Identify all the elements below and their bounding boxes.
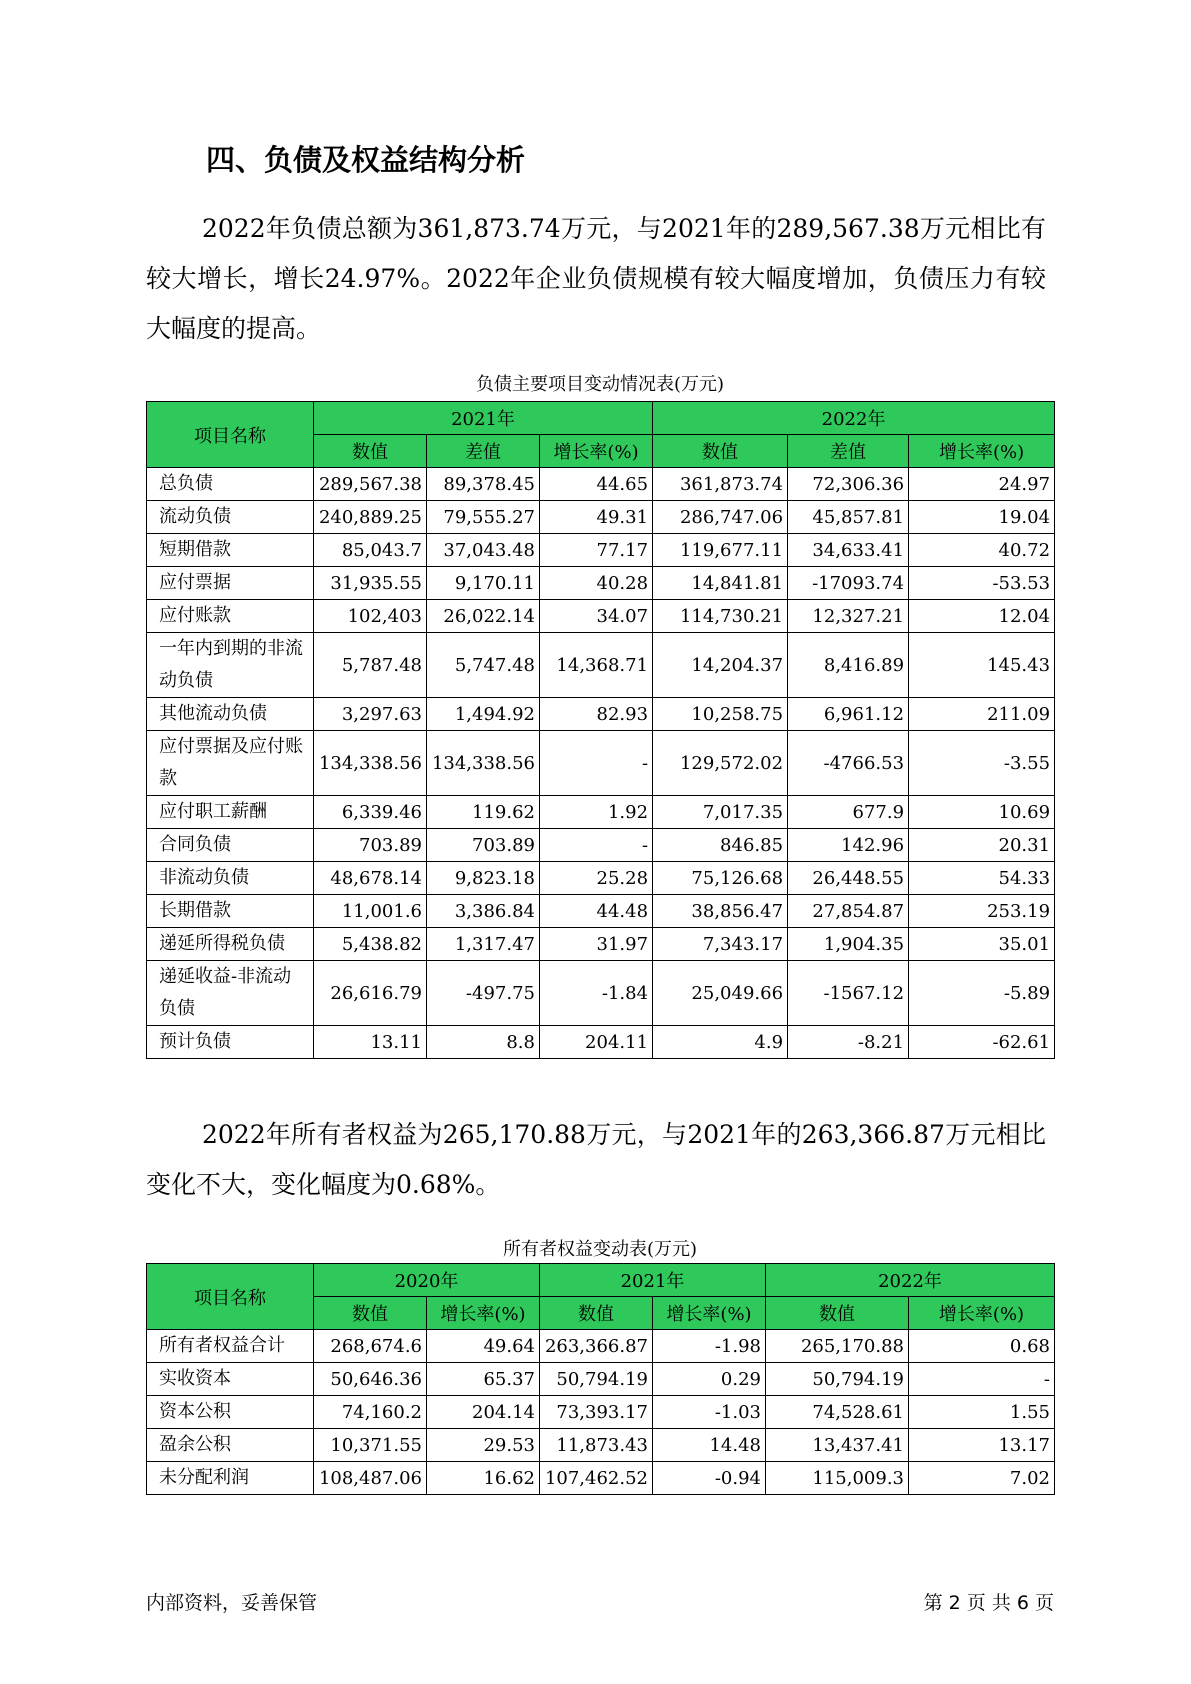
row-label: 盈余公积 (147, 1429, 314, 1462)
data-cell: 6,961.12 (788, 698, 909, 731)
row-label: 短期借款 (147, 534, 314, 567)
table-row (147, 731, 1055, 796)
data-cell: 3,297.63 (314, 698, 427, 731)
data-cell: 107,462.52 (540, 1462, 653, 1495)
data-cell: 289,567.38 (314, 468, 427, 501)
table-row (147, 501, 1055, 534)
data-cell: 25.28 (540, 862, 653, 895)
header-item-name: 项目名称 (147, 402, 314, 468)
equity-table-caption: 所有者权益变动表(万元) (502, 1239, 698, 1260)
data-cell: 14.48 (653, 1429, 766, 1462)
data-cell: 204.11 (540, 1026, 653, 1059)
header-value: 数值 (766, 1297, 909, 1330)
data-cell: 85,043.7 (314, 534, 427, 567)
header-year-2022: 2022年 (653, 402, 1055, 435)
header-year-2020: 2020年 (314, 1264, 540, 1297)
row-label: 长期借款 (147, 895, 314, 928)
table-row (147, 928, 1055, 961)
data-cell: 25,049.66 (653, 961, 788, 1026)
table-row (147, 698, 1055, 731)
row-label: 资本公积 (147, 1396, 314, 1429)
data-cell: 24.97 (909, 468, 1055, 501)
data-cell: 263,366.87 (540, 1330, 653, 1363)
data-cell: 45,857.81 (788, 501, 909, 534)
data-cell: 4.9 (653, 1026, 788, 1059)
data-cell: 44.65 (540, 468, 653, 501)
data-cell: 1,904.35 (788, 928, 909, 961)
section-heading: 四、负债及权益结构分析 (206, 143, 526, 177)
data-cell: 13.11 (314, 1026, 427, 1059)
data-cell: 134,338.56 (427, 731, 540, 796)
data-cell: 119.62 (427, 796, 540, 829)
data-cell: 72,306.36 (788, 468, 909, 501)
data-cell: 74,160.2 (314, 1396, 427, 1429)
row-label: 流动负债 (147, 501, 314, 534)
row-label: 应付职工薪酬 (147, 796, 314, 829)
data-cell: 9,170.11 (427, 567, 540, 600)
data-cell: 114,730.21 (653, 600, 788, 633)
data-cell: 1,494.92 (427, 698, 540, 731)
header-rate: 增长率(%) (909, 435, 1055, 468)
data-cell: 16.62 (427, 1462, 540, 1495)
liability-table (146, 401, 1055, 1059)
header-year-2022: 2022年 (766, 1264, 1055, 1297)
data-cell: 145.43 (909, 633, 1055, 698)
data-cell: 11,873.43 (540, 1429, 653, 1462)
header-year-2021: 2021年 (314, 402, 653, 435)
footer-page-number: 第 2 页 共 6 页 (923, 1592, 1054, 1614)
header-value: 数值 (314, 1297, 427, 1330)
data-cell: 204.14 (427, 1396, 540, 1429)
table-row (147, 1429, 1055, 1462)
data-cell: 253.19 (909, 895, 1055, 928)
data-cell: 40.72 (909, 534, 1055, 567)
data-cell: 1,317.47 (427, 928, 540, 961)
data-cell: 10,258.75 (653, 698, 788, 731)
data-cell: 129,572.02 (653, 731, 788, 796)
header-rate: 增长率(%) (909, 1297, 1055, 1330)
data-cell: 211.09 (909, 698, 1055, 731)
data-cell: 10,371.55 (314, 1429, 427, 1462)
data-cell: 73,393.17 (540, 1396, 653, 1429)
table-row (147, 1396, 1055, 1429)
data-cell: 49.31 (540, 501, 653, 534)
table-row (147, 468, 1055, 501)
data-cell: - (540, 829, 653, 862)
data-cell: -62.61 (909, 1026, 1055, 1059)
data-cell: 9,823.18 (427, 862, 540, 895)
row-label: 应付账款 (147, 600, 314, 633)
row-label: 非流动负债 (147, 862, 314, 895)
data-cell: 50,646.36 (314, 1363, 427, 1396)
data-cell: 50,794.19 (766, 1363, 909, 1396)
data-cell: 1.92 (540, 796, 653, 829)
row-label: 所有者权益合计 (147, 1330, 314, 1363)
data-cell: 13,437.41 (766, 1429, 909, 1462)
data-cell: 3,386.84 (427, 895, 540, 928)
data-cell: 19.04 (909, 501, 1055, 534)
data-cell: 26,616.79 (314, 961, 427, 1026)
data-cell: 89,378.45 (427, 468, 540, 501)
data-cell: 75,126.68 (653, 862, 788, 895)
table-row (147, 534, 1055, 567)
table-row (147, 633, 1055, 698)
data-cell: -17093.74 (788, 567, 909, 600)
table-row (147, 567, 1055, 600)
data-cell: 14,204.37 (653, 633, 788, 698)
data-cell: 35.01 (909, 928, 1055, 961)
table-row (147, 1462, 1055, 1495)
data-cell: 108,487.06 (314, 1462, 427, 1495)
data-cell: 142.96 (788, 829, 909, 862)
data-cell: 27,854.87 (788, 895, 909, 928)
row-label: 实收资本 (147, 1363, 314, 1396)
data-cell: -5.89 (909, 961, 1055, 1026)
data-cell: 7,343.17 (653, 928, 788, 961)
data-cell: 5,787.48 (314, 633, 427, 698)
data-cell: -1.84 (540, 961, 653, 1026)
data-cell: 74,528.61 (766, 1396, 909, 1429)
data-cell: 48,678.14 (314, 862, 427, 895)
data-cell: 14,368.71 (540, 633, 653, 698)
header-diff: 差值 (788, 435, 909, 468)
data-cell: -1.98 (653, 1330, 766, 1363)
data-cell: 12,327.21 (788, 600, 909, 633)
row-label: 未分配利润 (147, 1462, 314, 1495)
data-cell: 134,338.56 (314, 731, 427, 796)
table-row (147, 600, 1055, 633)
header-value: 数值 (653, 435, 788, 468)
data-cell: 10.69 (909, 796, 1055, 829)
data-cell: -0.94 (653, 1462, 766, 1495)
data-cell: 7,017.35 (653, 796, 788, 829)
data-cell: -497.75 (427, 961, 540, 1026)
table-row (147, 961, 1055, 1026)
data-cell: 14,841.81 (653, 567, 788, 600)
table-row (147, 796, 1055, 829)
table-row (147, 1026, 1055, 1059)
data-cell: 34.07 (540, 600, 653, 633)
data-cell: 31.97 (540, 928, 653, 961)
header-value: 数值 (314, 435, 427, 468)
data-cell: 38,856.47 (653, 895, 788, 928)
debt-summary-paragraph: 2022年负债总额为361,873.74万元，与2021年的289,567.38万元相比有较大增长，增长24.97%。2022年企业负债规模有较大幅度增加，负债压力有较大幅度的提高。 (146, 214, 1046, 343)
data-cell: 8.8 (427, 1026, 540, 1059)
row-label: 应付票据及应付账款 (147, 731, 314, 796)
data-cell: 677.9 (788, 796, 909, 829)
data-cell: 5,438.82 (314, 928, 427, 961)
data-cell: 40.28 (540, 567, 653, 600)
data-cell: 20.31 (909, 829, 1055, 862)
table-row (147, 1363, 1055, 1396)
table-row (147, 895, 1055, 928)
table-row (147, 862, 1055, 895)
data-cell: - (909, 1363, 1055, 1396)
header-rate: 增长率(%) (540, 435, 653, 468)
data-cell: 286,747.06 (653, 501, 788, 534)
header-rate: 增长率(%) (653, 1297, 766, 1330)
data-cell: 703.89 (427, 829, 540, 862)
row-label: 递延所得税负债 (147, 928, 314, 961)
data-cell: 49.64 (427, 1330, 540, 1363)
data-cell: 13.17 (909, 1429, 1055, 1462)
table-row (147, 829, 1055, 862)
liability-table-body (147, 468, 1055, 1059)
data-cell: 79,555.27 (427, 501, 540, 534)
row-label: 合同负债 (147, 829, 314, 862)
data-cell: 846.85 (653, 829, 788, 862)
data-cell: 26,022.14 (427, 600, 540, 633)
data-cell: 37,043.48 (427, 534, 540, 567)
footer-confidential-note: 内部资料，妥善保管 (146, 1592, 318, 1614)
data-cell: 7.02 (909, 1462, 1055, 1495)
data-cell: 65.37 (427, 1363, 540, 1396)
header-diff: 差值 (427, 435, 540, 468)
data-cell: 8,416.89 (788, 633, 909, 698)
data-cell: 12.04 (909, 600, 1055, 633)
data-cell: 54.33 (909, 862, 1055, 895)
equity-table-body (147, 1330, 1055, 1495)
data-cell: -3.55 (909, 731, 1055, 796)
data-cell: -8.21 (788, 1026, 909, 1059)
row-label: 一年内到期的非流动负债 (147, 633, 314, 698)
data-cell: 34,633.41 (788, 534, 909, 567)
data-cell: 361,873.74 (653, 468, 788, 501)
data-cell: 5,747.48 (427, 633, 540, 698)
data-cell: -53.53 (909, 567, 1055, 600)
header-year-2021: 2021年 (540, 1264, 766, 1297)
table-row (147, 1330, 1055, 1363)
data-cell: -1567.12 (788, 961, 909, 1026)
data-cell: 44.48 (540, 895, 653, 928)
data-cell: 1.55 (909, 1396, 1055, 1429)
header-item-name: 项目名称 (147, 1264, 314, 1330)
data-cell: 11,001.6 (314, 895, 427, 928)
data-cell: 26,448.55 (788, 862, 909, 895)
row-label: 其他流动负债 (147, 698, 314, 731)
equity-summary-paragraph: 2022年所有者权益为265,170.88万元，与2021年的263,366.87万元相比变化不大，变化幅度为0.68%。 (146, 1120, 1046, 1199)
row-label: 递延收益-非流动负债 (147, 961, 314, 1026)
data-cell: 115,009.3 (766, 1462, 909, 1495)
equity-table (146, 1263, 1055, 1495)
data-cell: - (540, 731, 653, 796)
data-cell: 31,935.55 (314, 567, 427, 600)
header-value: 数值 (540, 1297, 653, 1330)
data-cell: -1.03 (653, 1396, 766, 1429)
data-cell: 240,889.25 (314, 501, 427, 534)
data-cell: 119,677.11 (653, 534, 788, 567)
liability-table-caption: 负债主要项目变动情况表(万元) (475, 374, 725, 395)
data-cell: 703.89 (314, 829, 427, 862)
row-label: 应付票据 (147, 567, 314, 600)
data-cell: 50,794.19 (540, 1363, 653, 1396)
data-cell: -4766.53 (788, 731, 909, 796)
data-cell: 102,403 (314, 600, 427, 633)
row-label: 总负债 (147, 468, 314, 501)
header-rate: 增长率(%) (427, 1297, 540, 1330)
data-cell: 29.53 (427, 1429, 540, 1462)
data-cell: 265,170.88 (766, 1330, 909, 1363)
data-cell: 0.68 (909, 1330, 1055, 1363)
data-cell: 77.17 (540, 534, 653, 567)
data-cell: 6,339.46 (314, 796, 427, 829)
data-cell: 268,674.6 (314, 1330, 427, 1363)
data-cell: 82.93 (540, 698, 653, 731)
row-label: 预计负债 (147, 1026, 314, 1059)
data-cell: 0.29 (653, 1363, 766, 1396)
